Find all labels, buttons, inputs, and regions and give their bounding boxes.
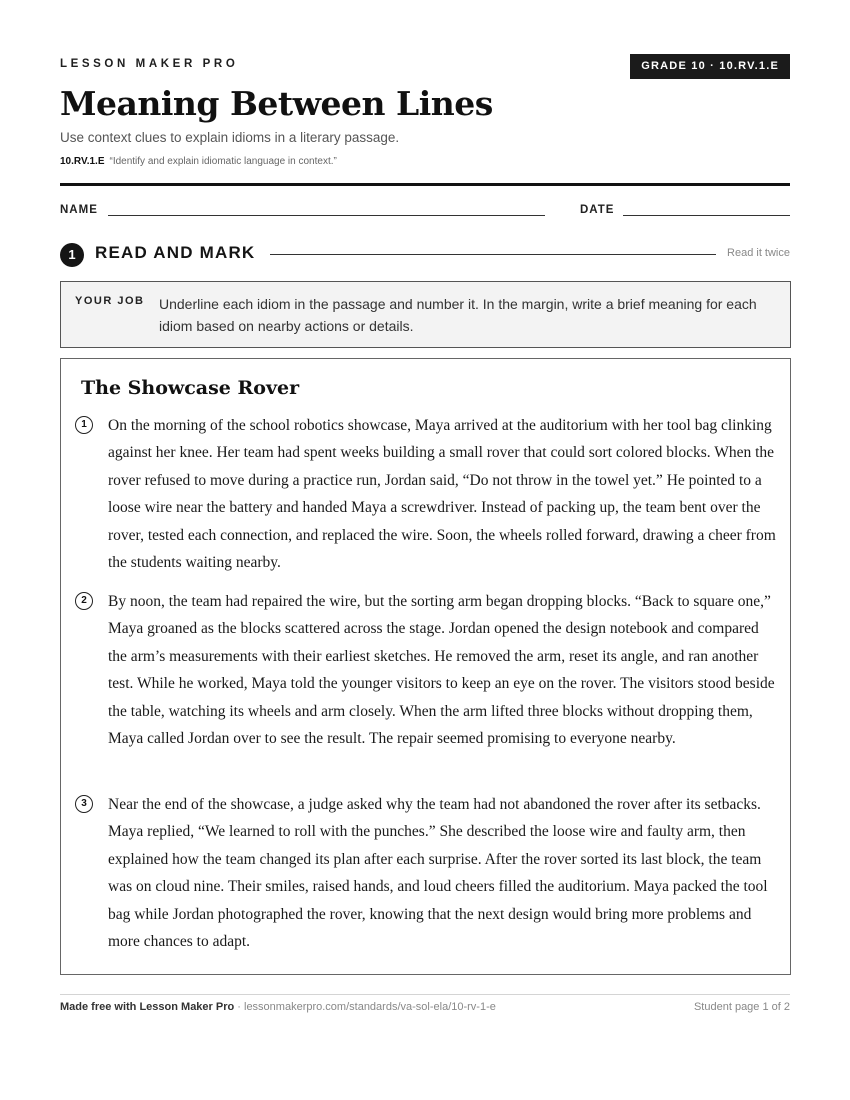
name-field[interactable] (108, 215, 545, 216)
section-title: READ AND MARK (95, 243, 256, 262)
worksheet-title: Meaning Between Lines (60, 84, 493, 123)
instructions-text: Underline each idiom in the passage and number it. In the margin, write a brief meaning for each idiom based on nearby actions or details. (159, 296, 757, 334)
standard-code: 10.RV.1.E (60, 156, 105, 167)
paragraph-text: Near the end of the showcase, a judge asked why the team had not abandoned the rover after its setbacks. Maya replied, “We learned to roll with the punches.” She described the loose wire and faulty arm, then explained how the team changed its plan after each surprise. After the rover sorted its last block, the team was on cloud nine. Their smiles, raised hands, and loud cheers filled the auditorium. Maya packed the tool bag while Jordan photographed the rover, knowing that the next design would bring more problems and more chances to adapt. (108, 796, 768, 951)
footer-divider (60, 994, 790, 995)
date-field[interactable] (623, 215, 790, 216)
passage-paragraph (81, 791, 776, 955)
page-indicator: Student page 1 of 2 (693, 1001, 790, 1013)
section-number-badge: 1 (60, 243, 84, 267)
date-label: DATE (580, 204, 615, 216)
paragraph-text: On the morning of the school robotics showcase, Maya arrived at the auditorium with her tool bag clinking against her knee. Her team had spent weeks building a small rover that could sort colored blocks. When the rover refused to move during a practice run, Jordan said, “Do not throw in the towel yet.” He pointed to a loose wire near the battery and handed Maya a screwdriver. Instead of packing up, the team bent over the rover, tested each connection, and replaced the wire. Soon, the wheels rolled forward, drawing a cheer from the students waiting nearby. (108, 417, 776, 572)
footer-made-with: Made free with Lesson Maker Pro (60, 1001, 235, 1013)
passage-box (60, 358, 791, 975)
instructions-box (60, 281, 791, 348)
brand-name: LESSON MAKER PRO (60, 58, 239, 70)
paragraph-text: By noon, the team had repaired the wire, but the sorting arm began dropping blocks. “Back to square one,” Maya groaned as the blocks scattered across the stage. Jordan opened the design notebook and compared the arm’s measurements with their earliest sketches. He removed the arm, reset its angle, and ran another test. While he worked, Maya told the younger visitors to keep an eye on the rover. The visitors stood beside the table, watching its wheels and arm closely. When the arm lifted three blocks without dropping them, Maya called Jordan over to see the result. The repair seemed promising to everyone nearby. (108, 593, 775, 748)
footer-credit (60, 1001, 496, 1013)
standard-description: “Identify and explain idiomatic language in context.” (109, 156, 337, 167)
worksheet-subtitle: Use context clues to explain idioms in a literary passage. (60, 130, 400, 145)
footer-url[interactable]: · lessonmakerpro.com/standards/va-sol-ela/10-rv-1-e (234, 1001, 496, 1013)
paragraph-number: 2 (75, 592, 93, 610)
paragraph-number: 1 (75, 416, 93, 434)
paragraph-number: 3 (75, 795, 93, 813)
header-divider (60, 183, 790, 186)
grade-badge: GRADE 10 · 10.RV.1.E (630, 54, 790, 79)
section-divider (270, 254, 716, 255)
passage-paragraph (81, 588, 776, 752)
name-label: NAME (60, 204, 98, 216)
passage-title: The Showcase Rover (81, 377, 300, 399)
passage-paragraph (81, 412, 776, 576)
standard-reference (60, 156, 337, 167)
section-note: Read it twice (727, 247, 790, 259)
instructions-label: YOUR JOB (75, 295, 145, 307)
